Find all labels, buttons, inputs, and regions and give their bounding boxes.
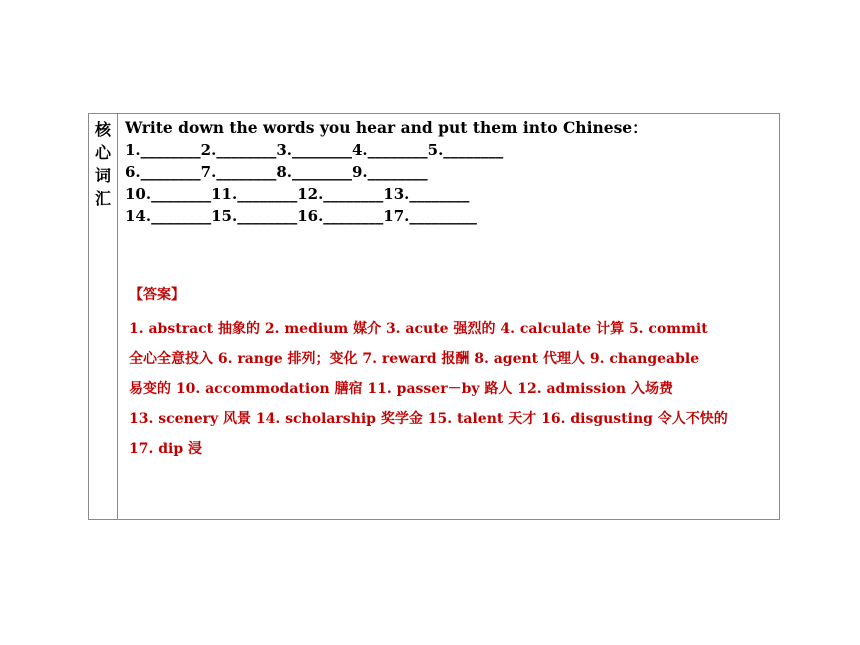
blank-line: 1.________2.________3.________4.________5.________ xyxy=(125,141,504,159)
instruction-text: Write down the words you hear and put them into Chinese： xyxy=(125,118,648,137)
blank-line: 10.________11.________12.________13.________ xyxy=(125,185,470,203)
blank-line: 14.________15.________16.________17._________ xyxy=(125,207,477,225)
side-label-char: 词 xyxy=(95,166,112,185)
side-label-char: 汇 xyxy=(95,189,112,208)
answer-section xyxy=(129,284,759,464)
side-label-char: 心 xyxy=(95,143,112,162)
blank-line: 6.________7.________8.________9.________ xyxy=(125,163,428,181)
answer-title: 【答案】 xyxy=(129,287,185,303)
answer-line: 易变的 10. accommodation 膳宿 11. passer－by 路人 12. admission 入场费 xyxy=(129,381,673,397)
answer-line: 1. abstract 抽象的 2. medium 媒介 3. acute 强烈的 4. calculate 计算 5. commit xyxy=(129,321,708,337)
answer-line: 全心全意投入 6. range 排列；变化 7. reward 报酬 8. agent 代理人 9. changeable xyxy=(129,351,700,367)
side-label-char: 核 xyxy=(95,120,112,139)
side-label-column xyxy=(89,114,118,519)
answer-line: 13. scenery 风景 14. scholarship 奖学金 15. talent 天才 16. disgusting 令人不快的 xyxy=(129,411,728,427)
answer-line: 17. dip 浸 xyxy=(129,441,203,457)
exercise-content xyxy=(125,117,775,227)
vocab-table xyxy=(88,113,780,520)
